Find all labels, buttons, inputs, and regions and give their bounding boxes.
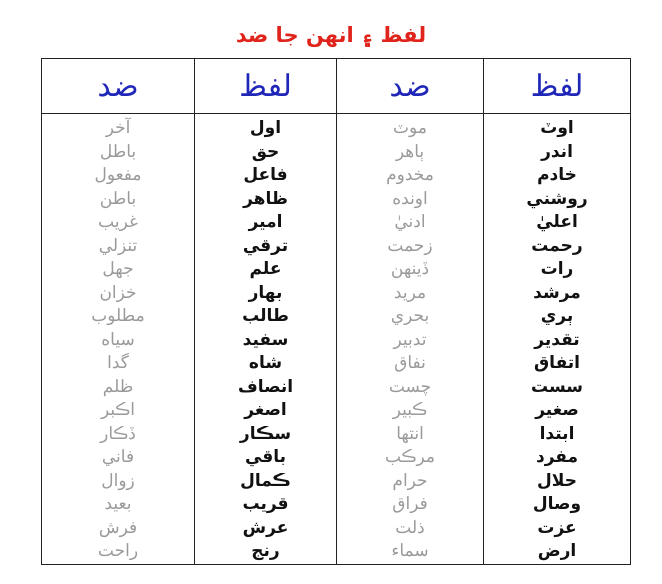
word-cell: ظاهر	[195, 188, 337, 212]
opposite-cell: باطن	[42, 188, 195, 212]
opposite-cell: حرام	[337, 470, 484, 494]
word-cell: رنج	[195, 540, 337, 564]
opposite-cell: موٽ	[337, 114, 484, 141]
table-row	[42, 235, 631, 259]
header-opposite-2: ضد	[42, 59, 195, 114]
opposite-cell: چست	[337, 376, 484, 400]
word-cell: فاعل	[195, 164, 337, 188]
word-cell: ڪمال	[195, 470, 337, 494]
opposite-cell: مخدوم	[337, 164, 484, 188]
word-cell: شاه	[195, 352, 337, 376]
words-table	[41, 58, 631, 565]
opposite-cell: تدبير	[337, 329, 484, 353]
table-row	[42, 258, 631, 282]
word-cell: ارض	[484, 540, 631, 564]
header-row	[42, 59, 631, 114]
table-row	[42, 470, 631, 494]
word-cell: اعليٰ	[484, 211, 631, 235]
word-cell: تقدير	[484, 329, 631, 353]
opposite-cell: جهل	[42, 258, 195, 282]
table-row	[42, 517, 631, 541]
word-cell: اصغر	[195, 399, 337, 423]
table-row	[42, 446, 631, 470]
header-word-1: لفظ	[484, 59, 631, 114]
opposite-cell: فرش	[42, 517, 195, 541]
opposite-cell: ڏڪار	[42, 423, 195, 447]
word-cell: مرشد	[484, 282, 631, 306]
opposite-cell: زوال	[42, 470, 195, 494]
word-cell: صغير	[484, 399, 631, 423]
table-row	[42, 376, 631, 400]
word-cell: سست	[484, 376, 631, 400]
word-cell: رات	[484, 258, 631, 282]
table-row	[42, 493, 631, 517]
word-cell: اوٽ	[484, 114, 631, 141]
header-opposite-1: ضد	[337, 59, 484, 114]
table-row	[42, 540, 631, 564]
word-cell: بهار	[195, 282, 337, 306]
table-row	[42, 114, 631, 141]
word-cell: طالب	[195, 305, 337, 329]
word-cell: امير	[195, 211, 337, 235]
opposite-cell: اڪبر	[42, 399, 195, 423]
opposite-cell: خزان	[42, 282, 195, 306]
opposite-cell: آخر	[42, 114, 195, 141]
word-cell: قريب	[195, 493, 337, 517]
word-cell: اتفاق	[484, 352, 631, 376]
opposite-cell: ٻاهر	[337, 141, 484, 165]
opposite-cell: فاني	[42, 446, 195, 470]
word-cell: انصاف	[195, 376, 337, 400]
opposite-cell: بحري	[337, 305, 484, 329]
word-cell: حلال	[484, 470, 631, 494]
word-cell: ابتدا	[484, 423, 631, 447]
opposite-cell: نفاق	[337, 352, 484, 376]
table-row	[42, 305, 631, 329]
table-row	[42, 399, 631, 423]
opposite-cell: گدا	[42, 352, 195, 376]
word-cell: اندر	[484, 141, 631, 165]
table-row	[42, 282, 631, 306]
word-cell: عرش	[195, 517, 337, 541]
word-cell: حق	[195, 141, 337, 165]
page-title: لفظ ۽ انهن جا ضد	[235, 23, 427, 47]
table-row	[42, 423, 631, 447]
opposite-cell: ڏينهن	[337, 258, 484, 282]
opposite-cell: سماء	[337, 540, 484, 564]
opposite-cell: مريد	[337, 282, 484, 306]
table-row	[42, 329, 631, 353]
table-row	[42, 141, 631, 165]
table-row	[42, 352, 631, 376]
opposite-cell: ادنيٰ	[337, 211, 484, 235]
opposite-cell: ذلت	[337, 517, 484, 541]
opposite-cell: راحت	[42, 540, 195, 564]
opposite-cell: مرڪب	[337, 446, 484, 470]
word-cell: ترقي	[195, 235, 337, 259]
opposite-cell: بعيد	[42, 493, 195, 517]
header-word-2: لفظ	[195, 59, 337, 114]
word-cell: باقي	[195, 446, 337, 470]
word-cell: سڪار	[195, 423, 337, 447]
opposite-cell: تنزلي	[42, 235, 195, 259]
opposite-cell: ظلم	[42, 376, 195, 400]
table-body	[42, 114, 631, 565]
opposite-cell: ڪبير	[337, 399, 484, 423]
word-cell: ٻري	[484, 305, 631, 329]
table-row	[42, 164, 631, 188]
opposite-cell: سياه	[42, 329, 195, 353]
opposite-cell: زحمت	[337, 235, 484, 259]
opposite-cell: فراق	[337, 493, 484, 517]
word-cell: روشني	[484, 188, 631, 212]
table-row	[42, 211, 631, 235]
opposite-cell: اونده	[337, 188, 484, 212]
opposite-cell: انتها	[337, 423, 484, 447]
opposite-cell: مفعول	[42, 164, 195, 188]
word-cell: وصال	[484, 493, 631, 517]
opposite-cell: باطل	[42, 141, 195, 165]
word-cell: خادم	[484, 164, 631, 188]
word-cell: رحمت	[484, 235, 631, 259]
word-cell: سفيد	[195, 329, 337, 353]
word-cell: عزت	[484, 517, 631, 541]
opposite-cell: غريب	[42, 211, 195, 235]
word-cell: مفرد	[484, 446, 631, 470]
word-cell: علم	[195, 258, 337, 282]
word-cell: اول	[195, 114, 337, 141]
table-row	[42, 188, 631, 212]
opposite-cell: مطلوب	[42, 305, 195, 329]
